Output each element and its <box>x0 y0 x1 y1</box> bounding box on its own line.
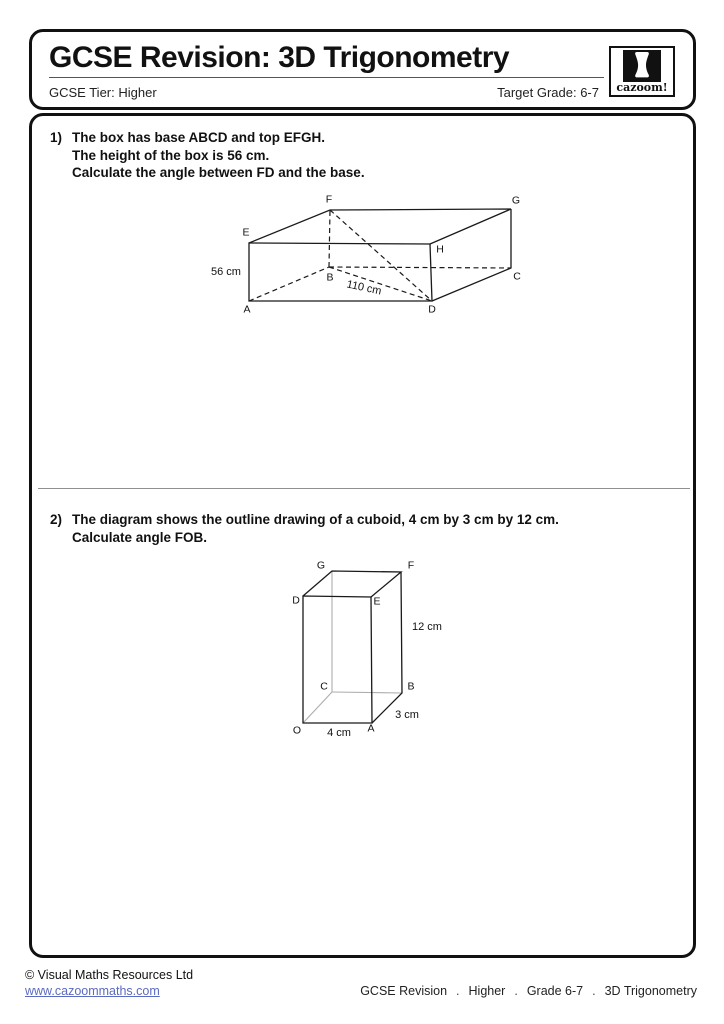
q2-vertex-label-g: G <box>316 559 326 572</box>
q1-height-label: 56 cm <box>211 266 241 278</box>
q2-vertex-label-o: O <box>292 724 302 737</box>
q1-cuboid-diagram <box>195 185 535 315</box>
website-link[interactable]: www.cazoommaths.com <box>25 984 160 998</box>
q2-vertex-label-a: A <box>367 722 375 735</box>
q1-vertex-label-h: H <box>436 243 444 256</box>
q1-vertex-label-g: G <box>511 194 521 207</box>
footer-separator: . <box>514 984 518 998</box>
footer-meta <box>360 984 697 998</box>
question-1-line-2: The height of the box is 56 cm. <box>72 147 270 163</box>
q1-vertex-label-c: C <box>513 270 521 283</box>
target-grade-label: Target Grade: 6-7 <box>497 85 599 100</box>
page-title: GCSE Revision: 3D Trigonometry <box>49 41 510 74</box>
q2-vertex-label-f: F <box>407 559 415 572</box>
question-2 <box>50 511 559 546</box>
q1-vertex-label-f: F <box>325 193 333 206</box>
tier-label: GCSE Tier: Higher <box>49 85 157 100</box>
question-2-line-2: Calculate angle FOB. <box>72 529 208 545</box>
footer-separator: . <box>592 984 596 998</box>
footer-meta-item: 3D Trigonometry <box>604 984 697 998</box>
question-1-number: 1) <box>50 130 63 145</box>
q2-cuboid-diagram <box>285 550 420 735</box>
question-2-line-1: The diagram shows the outline drawing of a cuboid, 4 cm by 3 cm by 12 cm. <box>72 512 559 527</box>
cazoom-logo <box>609 46 675 97</box>
header-panel <box>29 29 696 110</box>
title-divider <box>49 77 604 78</box>
footer-meta-item: Grade 6-7 <box>526 984 584 998</box>
q2-vertex-label-e: E <box>373 595 381 608</box>
footer-meta-item: Higher <box>468 984 506 998</box>
question-1-line-3: Calculate the angle between FD and the base. <box>72 165 365 181</box>
q2-vertex-label-b: B <box>407 680 415 693</box>
footer-meta-item: GCSE Revision <box>360 984 448 998</box>
copyright-text: © Visual Maths Resources Ltd <box>25 968 194 982</box>
question-divider <box>38 488 690 489</box>
q1-vertex-label-e: E <box>242 226 250 239</box>
cazoom-logo-text: cazoom! <box>616 81 668 94</box>
q1-vertex-label-d: D <box>428 303 436 316</box>
q2-height-label: 12 cm <box>412 621 442 633</box>
q2-depth-label: 3 cm <box>395 709 419 721</box>
q1-diagonal-label: 110 cm <box>345 278 383 298</box>
q2-width-label: 4 cm <box>327 727 351 739</box>
q1-vertex-label-b: B <box>326 271 334 284</box>
cazoom-vase-icon <box>623 50 661 82</box>
question-1 <box>50 129 365 182</box>
q2-vertex-label-d: D <box>292 594 300 607</box>
question-2-number: 2) <box>50 512 63 527</box>
question-1-line-1: The box has base ABCD and top EFGH. <box>72 130 326 145</box>
q1-vertex-label-a: A <box>243 303 251 316</box>
footer-separator: . <box>456 984 460 998</box>
q2-vertex-label-c: C <box>320 680 328 693</box>
